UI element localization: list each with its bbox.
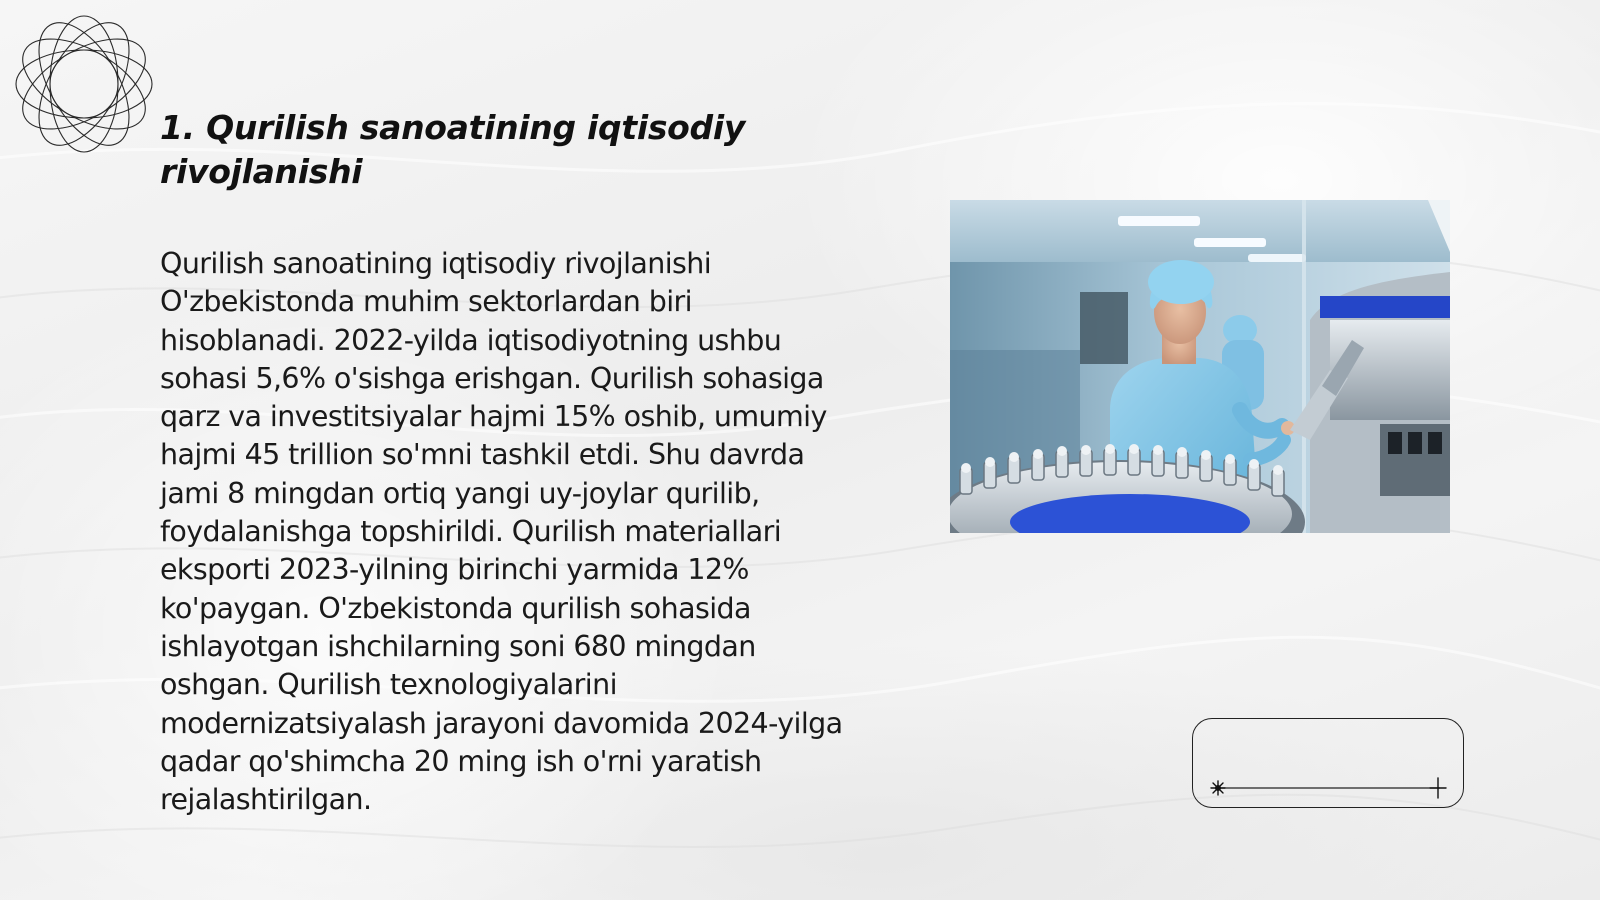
factory-worker-photo [950,200,1450,533]
cross-icon [1430,778,1446,798]
spirograph-ornament-icon [10,10,158,158]
decorative-line [1210,776,1448,800]
body-paragraph: Qurilish sanoatining iqtisodiy rivojlanishi O'zbekistonda muhim sektorlardan biri hisoblanadi. 2022-yilda iqtisodiyotning ushbu sohasi 5,6% o'sishga erishgan. Qurilish sohasiga qarz va investitsiyalar hajmi 15% oshib, umumiy hajmi 45 trillion so'mni tashkil etdi. Shu davrda jami 8 mingdan ortiq yangi uy-joylar qurilib, foydalanishga topshirildi. Qurilish materiallari eksporti 2023-yilning birinchi yarmida 12% ko'paygan. O'zbekistonda qurilish sohasida ishlayotgan ishchilarning soni 680 mingdan oshgan. Qurilish texnologiyalarini modernizatsiyalash jarayoni davomida 2024-yilga qadar qo'shimcha 20 ming ish o'rni yaratish rejalashtirilgan. [160,247,843,817]
slide-title: 1. Qurilish sanoatining iqtisodiy rivojlanishi [160,108,746,191]
